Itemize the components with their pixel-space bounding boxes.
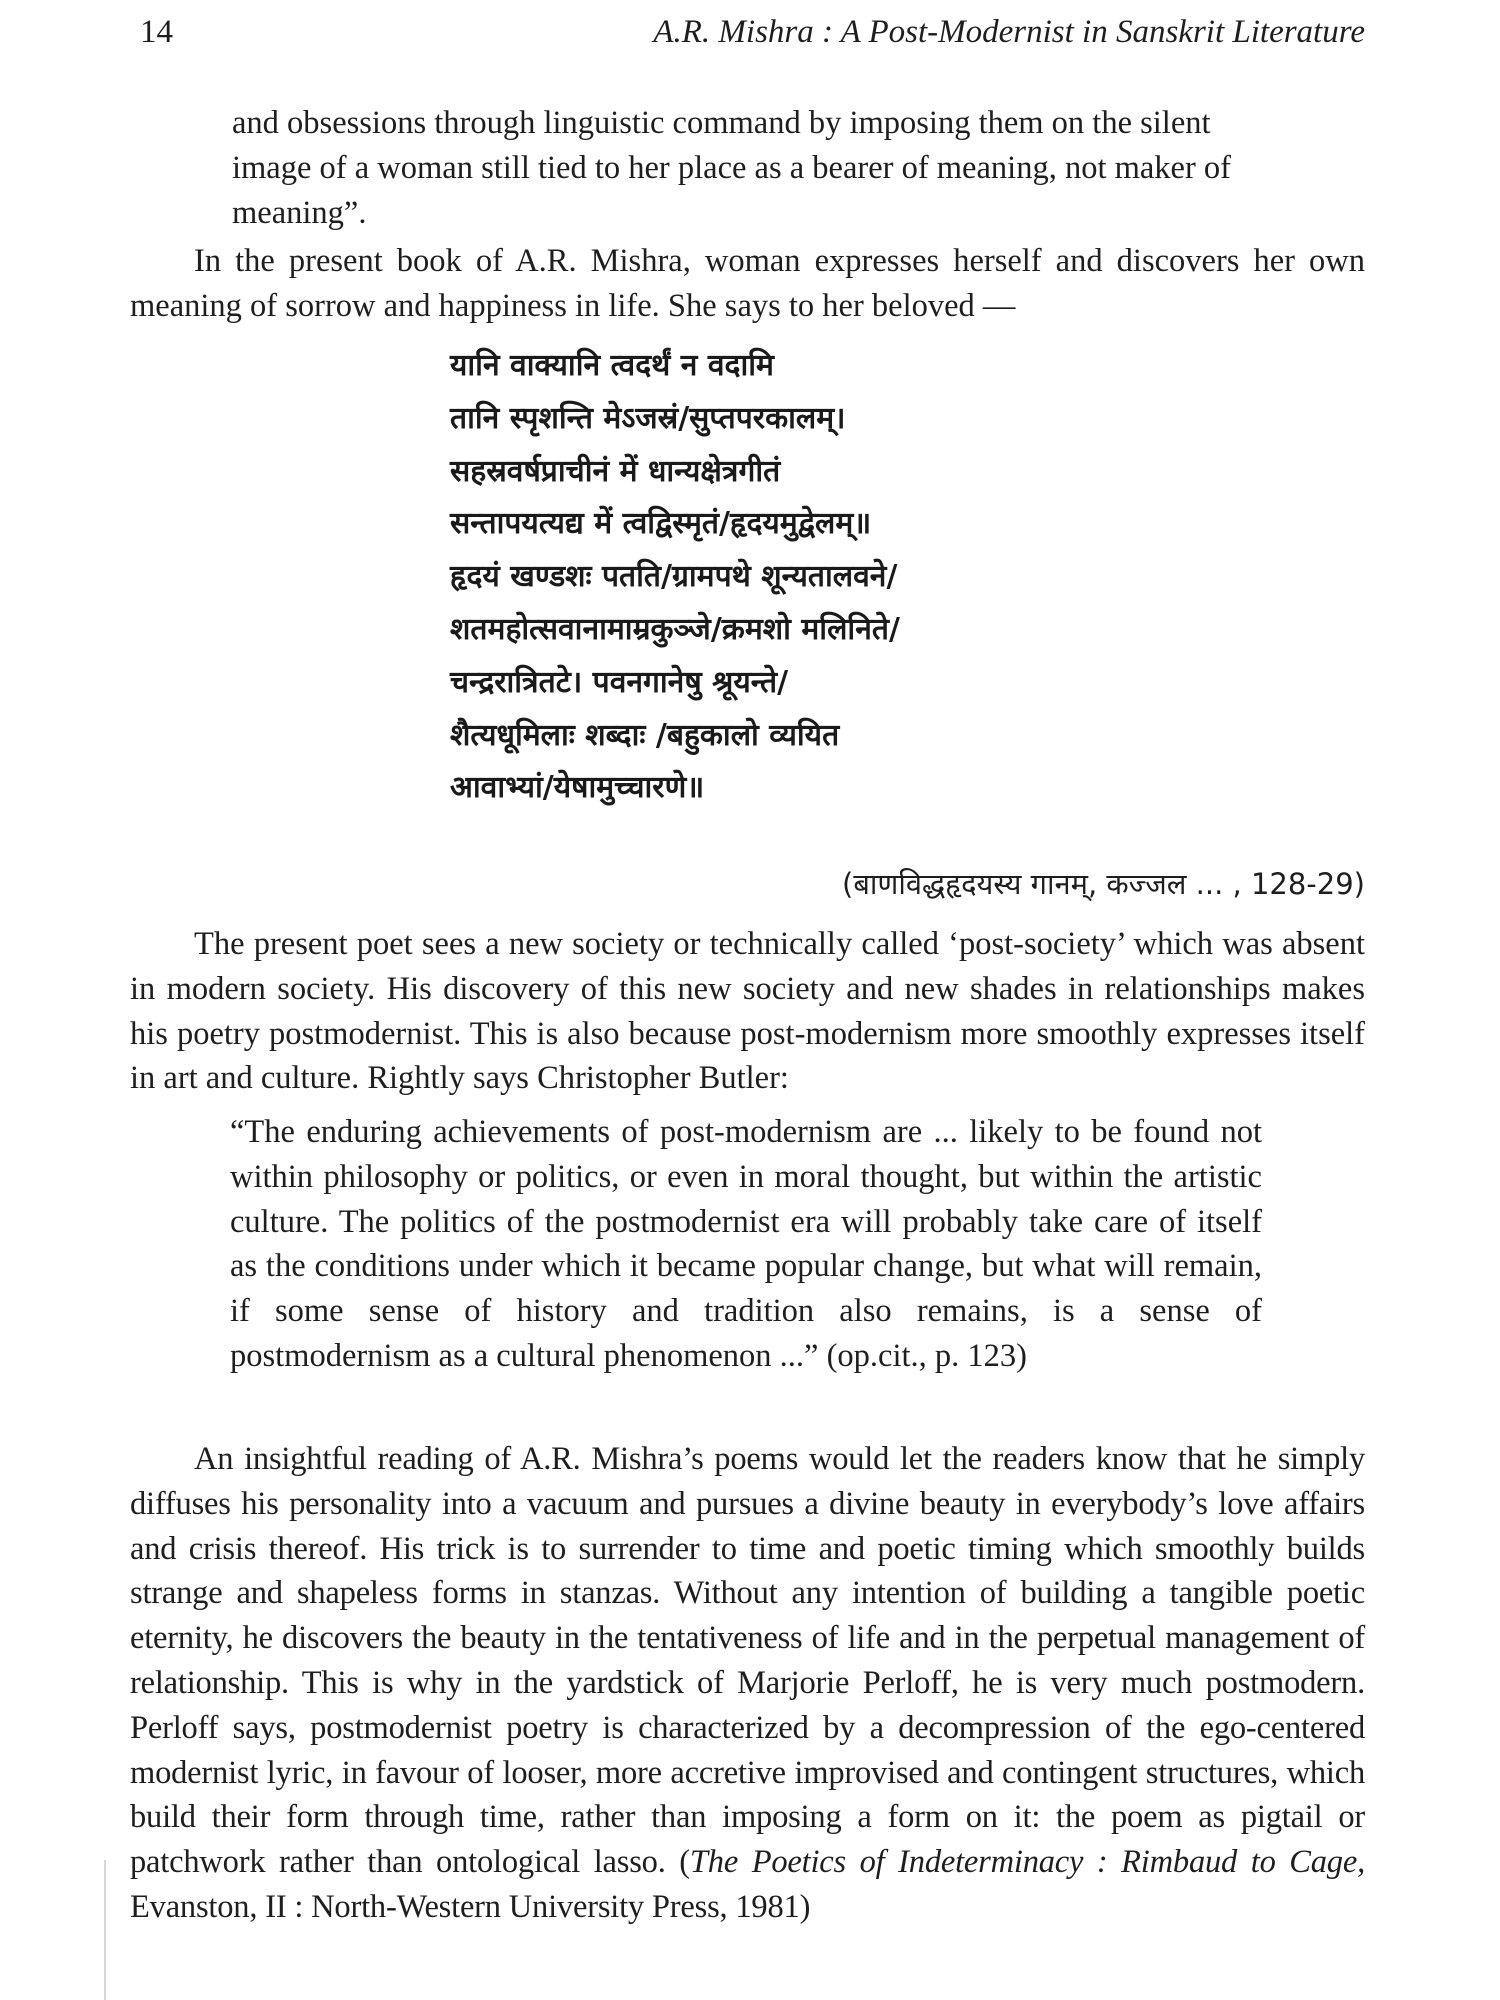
verse-line: हृदयं खण्डशः पतति/ग्रामपथे शून्यतालवने/ — [450, 559, 898, 595]
verse-line: शैत्यधूमिलाः शब्दाः /बहुकालो व्ययित — [450, 717, 840, 753]
running-title: A.R. Mishra : A Post-Modernist in Sanskrit Literature — [653, 14, 1365, 50]
paragraph-3-body: An insightful reading of A.R. Mishra’s poems would let the readers know that he simply diffuses his personality into a vacuum and pursues a divine beauty in everybody’s love affairs and crisis thereof. His trick is to surrender to time and poetic timing which smoothly builds strange and shapeless forms in stanzas. Without any intention of building a tangible poetic eternity, he discovers the beauty in the tentativeness of life and in the perpetual management of relationship. This is why in the yardstick of Marjorie Perloff, he is very much postmodern. Perloff says, postmodernist poetry is characterized by a decompression of the ego-centered modernist lyric, in favour of looser, more accretive improvised and contingent structures, which build their form through time, rather than imposing a form on it: the poem as pigtail or patchwork rather than ontological lasso. — [130, 1441, 1365, 1881]
reference-title: The Poetics of Indeterminacy : Rimbaud to Cage, — [689, 1844, 1366, 1881]
verse-citation: (बाणविद्धहृदयस्य गानम्, कज्जल ... , 128-29) — [842, 867, 1365, 901]
reference-open-paren: ( — [679, 1844, 690, 1881]
verse-line: शतमहोत्सवानामाम्रकुञ्जे/क्रमशो मलिनिते/ — [450, 611, 900, 647]
reference-publisher: Evanston, II : North-Western University Press, 1981) — [130, 1888, 811, 1925]
verse-line: तानि स्पृशन्ति मेऽजस्रं/सुप्तपरकालम्। — [450, 400, 846, 436]
butler-quote: “The enduring achievements of post-modernism are ... likely to be found not within philosophy or politics, or even in moral thought, but within the artistic culture. The politics of the postmodernist era will probably take care of itself as the conditions under which it became popular change, but what will remain, if some sense of history and tradition also remains, is a sense of postmodernism as a cultural phenomenon ...” (op.cit., p. 123) — [230, 1114, 1262, 1374]
verse-line: सन्तापयत्यद्य में त्वद्विस्मृतं/हृदयमुद्वेलम्॥ — [450, 506, 872, 542]
page-number: 14 — [140, 14, 173, 50]
page-header — [140, 14, 1365, 54]
verse-line: आवाभ्यां/येषामुच्चारणे॥ — [450, 770, 705, 806]
verse-line: सहस्रवर्षप्राचीनं में धान्यक्षेत्रगीतं — [450, 453, 781, 489]
verse-line: चन्द्ररात्रितटे। पवनगानेषु श्रूयन्ते/ — [450, 664, 789, 700]
sanskrit-verse — [450, 340, 1330, 815]
scan-edge-shadow — [104, 1860, 106, 2000]
quote-opening: and obsessions through linguistic command by imposing them on the silent image of a woman still tied to her place as a bearer of meaning, not maker of meaning”. — [232, 105, 1231, 231]
verse-line: यानि वाक्यानि त्वदर्थं न वदामि — [450, 348, 774, 383]
paragraph-1: In the present book of A.R. Mishra, woman expresses herself and discovers her own meaning of sorrow and happiness in life. She says to her beloved — — [130, 243, 1365, 324]
paragraph-3 — [130, 1437, 1365, 1930]
paragraph-2: The present poet sees a new society or technically called ‘post-society’ which was absent in modern society. His discovery of this new society and new shades in relationships makes his poetry postmodernist. This is also because post-modernism more smoothly expresses itself in art and culture. Rightly says Christopher Butler: — [130, 926, 1365, 1097]
